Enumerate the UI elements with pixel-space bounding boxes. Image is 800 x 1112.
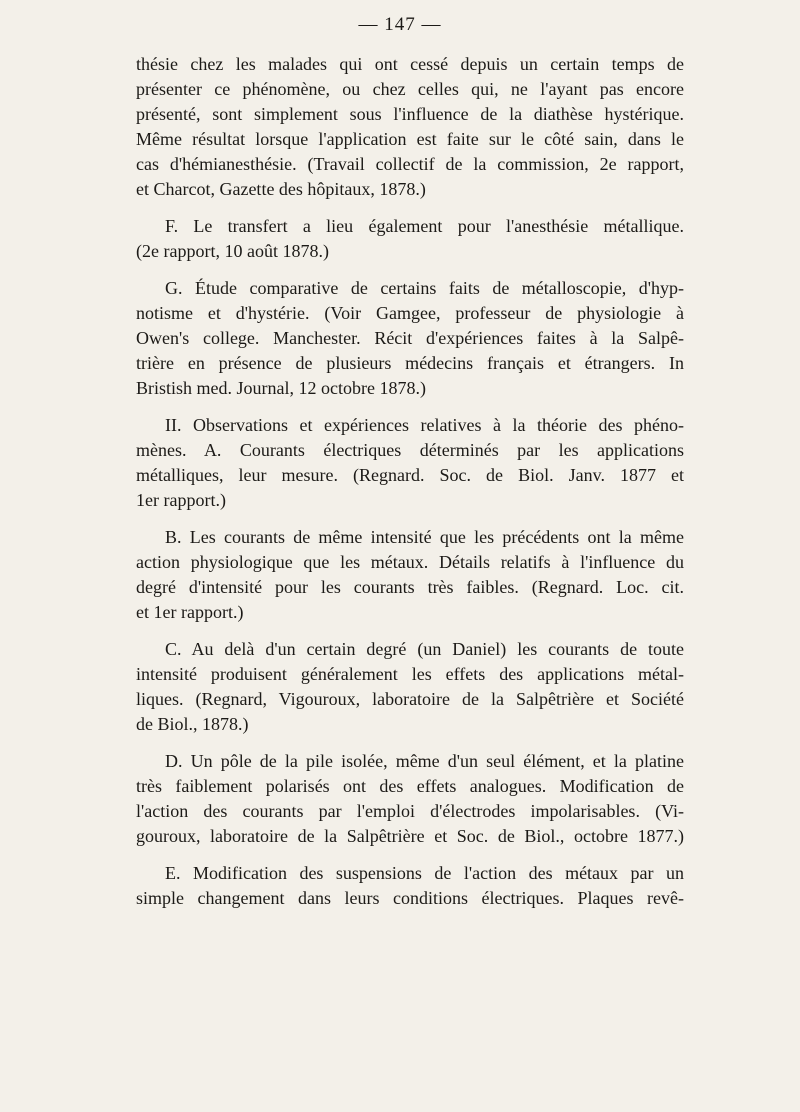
- section-heading-line: II. Observations et expériences relatives à la théorie des phéno-: [165, 415, 684, 435]
- text-line: trière en présence de plusieurs médecins français et étrangers. In: [136, 353, 684, 373]
- text-line: simple changement dans leurs conditions électriques. Plaques revê-: [136, 888, 684, 908]
- text-line: D. Un pôle de la pile isolée, même d'un seul élément, et la platine: [165, 751, 684, 771]
- text-line: et Charcot, Gazette des hôpitaux, 1878.): [136, 179, 426, 199]
- text-line: et 1er rapport.): [136, 602, 244, 622]
- paragraph: [136, 637, 684, 737]
- paragraph: [136, 276, 684, 401]
- text-line: Bristish med. Journal, 12 octobre 1878.): [136, 378, 426, 398]
- text-line: F. Le transfert a lieu également pour l'anesthésie métallique.: [165, 216, 684, 236]
- text-line: notisme et d'hystérie. (Voir Gamgee, professeur de physiologie à: [136, 303, 684, 323]
- text-line: 1er rapport.): [136, 490, 226, 510]
- paragraph: [136, 214, 684, 264]
- text-line: l'action des courants par l'emploi d'électrodes impolarisables. (Vi-: [136, 801, 684, 821]
- text-line: action physiologique que les métaux. Détails relatifs à l'influence du: [136, 552, 684, 572]
- paragraph: [136, 413, 684, 513]
- body-text: [136, 52, 684, 923]
- paragraph: [136, 861, 684, 911]
- text-line: gouroux, laboratoire de la Salpêtrière et Soc. de Biol., octobre 1877.): [136, 826, 684, 846]
- paragraph: [136, 52, 684, 202]
- text-line: liques. (Regnard, Vigouroux, laboratoire de la Salpêtrière et Société: [136, 689, 684, 709]
- text-line: Même résultat lorsque l'application est faite sur le côté sain, dans le: [136, 129, 684, 149]
- text-line: intensité produisent généralement les effets des applications métal-: [136, 664, 684, 684]
- text-line: métalliques, leur mesure. (Regnard. Soc. de Biol. Janv. 1877 et: [136, 465, 684, 485]
- text-line: mènes. A. Courants électriques déterminés par les applications: [136, 440, 684, 460]
- page-number: — 147 —: [358, 14, 442, 35]
- text-line: présenter ce phénomène, ou chez celles qui, ne l'ayant pas encore: [136, 79, 684, 99]
- text-line: Owen's college. Manchester. Récit d'expériences faites à la Salpê-: [136, 328, 684, 348]
- text-line: présenté, sont simplement sous l'influence de la diathèse hystérique.: [136, 104, 684, 124]
- text-line: C. Au delà d'un certain degré (un Daniel) les courants de toute: [165, 639, 684, 659]
- text-line: E. Modification des suspensions de l'action des métaux par un: [165, 863, 684, 883]
- text-line: (2e rapport, 10 août 1878.): [136, 241, 329, 261]
- text-line: thésie chez les malades qui ont cessé depuis un certain temps de: [136, 54, 684, 74]
- paragraph: [136, 525, 684, 625]
- text-line: G. Étude comparative de certains faits de métalloscopie, d'hyp-: [165, 278, 684, 298]
- text-line: très faiblement polarisés ont des effets analogues. Modification de: [136, 776, 684, 796]
- text-line: de Biol., 1878.): [136, 714, 249, 734]
- text-line: B. Les courants de même intensité que les précédents ont la même: [165, 527, 684, 547]
- text-line: cas d'hémianesthésie. (Travail collectif de la commission, 2e rapport,: [136, 154, 684, 174]
- paragraph: [136, 749, 684, 849]
- text-line: degré d'intensité pour les courants très faibles. (Regnard. Loc. cit.: [136, 577, 684, 597]
